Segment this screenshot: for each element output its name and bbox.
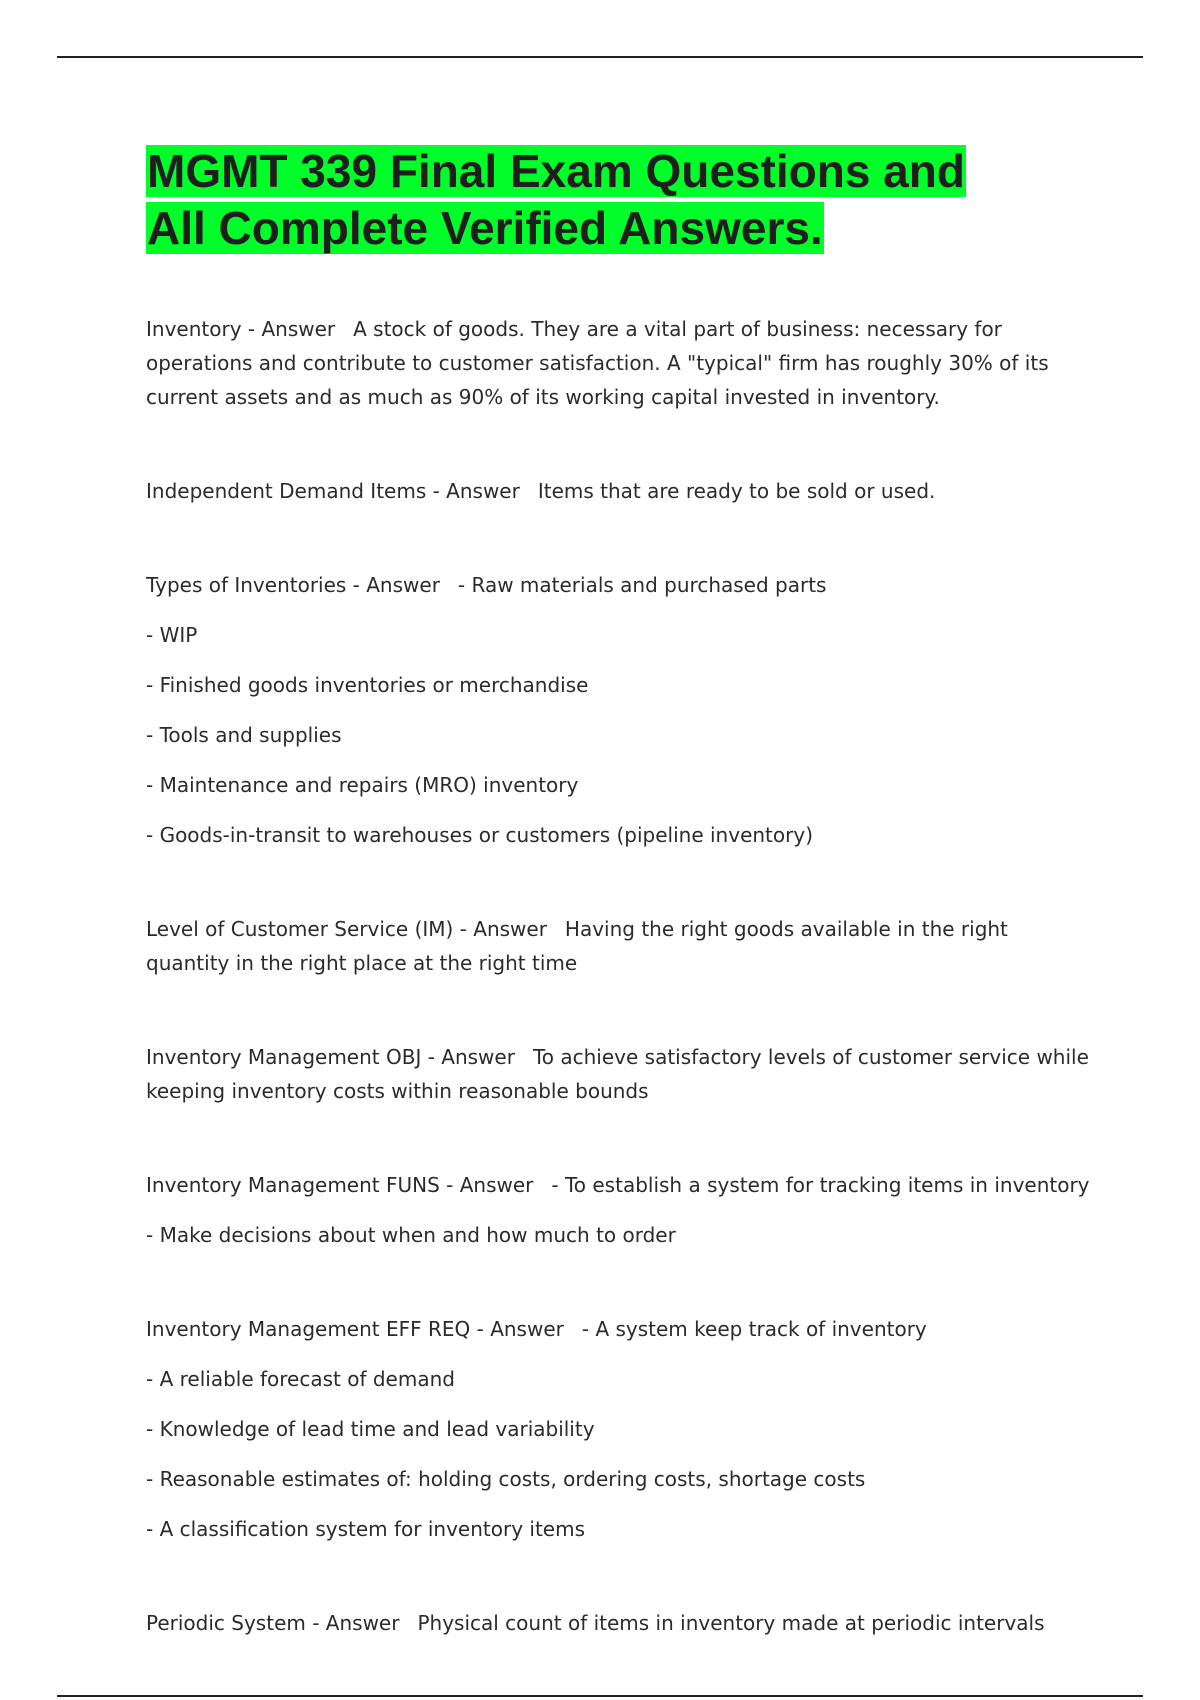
qa-main-line: [146, 1312, 1096, 1346]
document-title: [146, 143, 1096, 257]
qa-entry: [146, 1606, 1096, 1640]
qa-term: Periodic System - Answer: [146, 1611, 400, 1635]
qa-list-item: - A classification system for inventory items: [146, 1517, 586, 1541]
qa-term: Inventory - Answer: [146, 317, 336, 341]
qa-entry: [146, 912, 1096, 980]
qa-answer: - A system keep track of inventory: [581, 1317, 927, 1341]
qa-main-line: [146, 474, 1096, 508]
qa-list-item: - A reliable forecast of demand: [146, 1367, 455, 1391]
qa-list-item: - Tools and supplies: [146, 723, 342, 747]
qa-term: Inventory Management FUNS - Answer: [146, 1173, 534, 1197]
qa-answer: - Raw materials and purchased parts: [457, 573, 827, 597]
qa-term: Inventory Management OBJ - Answer: [146, 1045, 515, 1069]
qa-term: Level of Customer Service (IM) - Answer: [146, 917, 547, 941]
qa-list-item: - Goods-in-transit to warehouses or customers (pipeline inventory): [146, 823, 813, 847]
qa-answer: Having the right goods available in the right quantity in the right place at the right time: [146, 917, 1008, 975]
qa-list-item: - WIP: [146, 623, 198, 647]
qa-answer: A stock of goods. They are a vital part of business: necessary for operations and contribute to customer satisfaction. A "typical" firm has roughly 30% of its current assets and as much as 90% of its working capital invested in inventory.: [146, 317, 1049, 409]
qa-entry: [146, 1040, 1096, 1108]
qa-list-item: - Knowledge of lead time and lead variability: [146, 1417, 595, 1441]
header-rule: [57, 56, 1143, 58]
qa-answer: - To establish a system for tracking items in inventory: [551, 1173, 1090, 1197]
qa-term: Types of Inventories - Answer: [146, 573, 440, 597]
qa-entry: [146, 1168, 1096, 1252]
qa-main-line: [146, 568, 1096, 602]
qa-list-item: - Reasonable estimates of: holding costs, ordering costs, shortage costs: [146, 1467, 866, 1491]
qa-main-line: [146, 912, 1096, 980]
qa-main-line: [146, 312, 1096, 414]
qa-main-line: [146, 1040, 1096, 1108]
qa-answer: To achieve satisfactory levels of customer service while keeping inventory costs within reasonable bounds: [146, 1045, 1089, 1103]
qa-entry: [146, 474, 1096, 508]
title-line-2: All Complete Verified Answers.: [147, 202, 823, 254]
qa-term: Inventory Management EFF REQ - Answer: [146, 1317, 564, 1341]
qa-entry: [146, 568, 1096, 852]
footer-rule: [57, 1695, 1143, 1697]
title-line-1: MGMT 339 Final Exam Questions and: [147, 145, 965, 197]
qa-list-item: - Finished goods inventories or merchandise: [146, 673, 589, 697]
qa-list-item: - Maintenance and repairs (MRO) inventory: [146, 773, 579, 797]
qa-entry: [146, 312, 1096, 414]
qa-term: Independent Demand Items - Answer: [146, 479, 520, 503]
qa-main-line: [146, 1606, 1096, 1640]
qa-main-line: [146, 1168, 1096, 1202]
qa-entry: [146, 1312, 1096, 1546]
document-body: [146, 143, 1096, 1700]
qa-answer: Items that are ready to be sold or used.: [537, 479, 936, 503]
qa-list-item: - Make decisions about when and how much to order: [146, 1223, 676, 1247]
qa-answer: Physical count of items in inventory made at periodic intervals: [417, 1611, 1045, 1635]
